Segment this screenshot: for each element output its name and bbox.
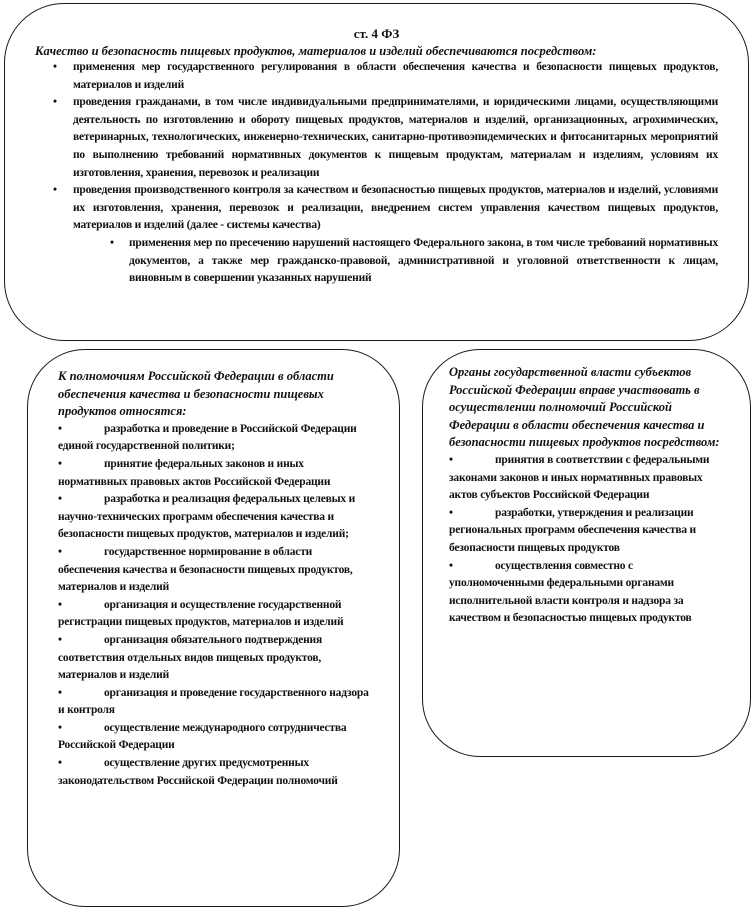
list-item xyxy=(35,182,718,288)
bullet-icon: • xyxy=(58,686,62,699)
regional-powers-heading: Органы государственной власти субъектов Российской Федерации вправе участвовать в осуществлении полномочий Российской Федерации в области обеспечения качества и безопасности пищевых продуктов посредством: xyxy=(449,365,720,450)
list-item xyxy=(35,59,718,94)
list-item xyxy=(58,685,369,720)
list-item xyxy=(449,558,724,628)
list-item-text: организация и проведение государственного надзора и контроля xyxy=(58,686,369,717)
sub-list-item xyxy=(35,235,718,288)
list-item-text: государственное нормирование в области обеспечения качества и безопасности пищевых продуктов, материалов и изделий xyxy=(58,545,353,594)
regional-powers-box xyxy=(422,349,751,757)
bullet-icon: • xyxy=(449,453,453,466)
bullet-icon: • xyxy=(58,757,62,770)
list-item xyxy=(58,421,369,456)
bullet-icon: • xyxy=(58,493,62,506)
list-item-text: разработка и реализация федеральных целевых и научно-технических программ обеспечения качества и безопасности пищевых продуктов, материалов и изделий; xyxy=(58,493,356,541)
sub-measures-list xyxy=(35,235,718,288)
article-heading: Качество и безопасность пищевых продуктов, материалов и изделий обеспечиваются посредством: xyxy=(35,44,597,58)
list-item-text: осуществления совместно с уполномоченными федеральными органами исполнительной власти контроля и надзора за качеством и безопасностью пищевых продуктов xyxy=(449,559,692,625)
list-item-text: разработка и проведение в Российской Федерации единой государственной политики; xyxy=(58,422,357,453)
list-item xyxy=(58,597,369,632)
bullet-icon: • xyxy=(58,598,62,611)
bullet-icon: • xyxy=(58,721,62,734)
list-item xyxy=(58,720,369,755)
measures-list xyxy=(35,59,718,288)
list-item-text: организация и осуществление государственной регистрации пищевых продуктов, материалов и изделий xyxy=(58,598,344,629)
bullet-icon: • xyxy=(58,457,62,470)
list-item-text: осуществление других предусмотренных законодательством Российской Федерации полномочий xyxy=(58,757,338,787)
list-item xyxy=(58,544,369,597)
federal-powers-heading: К полномочиям Российской Федерации в области обеспечения качества и безопасности пищевых продуктов относятся: xyxy=(58,369,334,419)
bullet-icon: • xyxy=(53,61,57,73)
list-item-text: проведения производственного контроля за качеством и безопасностью пищевых продуктов, материалов и изделий, условиями их изготовления, хранения, перевозок и реализации, внедрением систем управления качеством пищевых продуктов, материалов и изделий (далее - системы качества) xyxy=(73,184,718,232)
list-item-text: принятия в соответствии с федеральными законами законов и иных нормативных правовых актов субъектов Российской Федерации xyxy=(449,453,710,502)
bullet-icon: • xyxy=(110,236,114,249)
bullet-icon: • xyxy=(58,633,62,646)
list-item-text: осуществление международного сотрудничества Российской Федерации xyxy=(58,721,347,752)
list-item-text: организация обязательного подтверждения соответствия отдельных видов пищевых продуктов, материалов и изделий xyxy=(58,633,322,682)
bullet-icon: • xyxy=(53,184,57,197)
bullet-icon: • xyxy=(58,545,62,558)
list-item-text: проведения гражданами, в том числе индивидуальными предпринимателями, и юридическими лицами, осуществляющими деятельность по изготовлению и обороту пищевых продуктов, материалов и изделий, организационных, агрохимических, ветеринарных, технологических, инженерно-технических, санитарно-противоэпидемических и фитосанитарных мероприятий по выполнению требований нормативных документов к пищевым продуктам, материалам и изделиям, условиям их изготовления, хранения, перевозок и реализации xyxy=(73,96,718,179)
list-item xyxy=(35,94,718,182)
federal-powers-box xyxy=(27,349,400,907)
bullet-icon: • xyxy=(53,96,57,109)
regional-powers-list xyxy=(449,452,724,628)
federal-powers-list xyxy=(58,421,369,790)
list-item xyxy=(58,632,369,685)
list-item xyxy=(58,456,369,491)
list-item xyxy=(58,491,369,544)
list-item-text: применения мер государственного регулирования в области обеспечения качества и безопасности пищевых продуктов, материалов и изделий xyxy=(73,61,718,91)
list-item xyxy=(449,505,724,558)
bullet-icon: • xyxy=(449,559,453,572)
bullet-icon: • xyxy=(449,506,453,519)
sub-list-item-text: применения мер по пресечению нарушений настоящего Федерального закона, в том числе требований нормативных документов, а также мер гражданско-правовой, административной и уголовной ответственности к лицам, виновным в совершении указанных нарушений xyxy=(129,236,718,285)
list-item-text: принятие федеральных законов и иных нормативных правовых актов Российской Федерации xyxy=(58,457,331,488)
bullet-icon: • xyxy=(58,422,62,435)
article-4-box xyxy=(4,3,749,341)
list-item xyxy=(449,452,724,505)
article-title: ст. 4 ФЗ xyxy=(353,26,400,41)
list-item-text: разработки, утверждения и реализации региональных программ обеспечения качества и безопасности пищевых продуктов xyxy=(449,506,696,554)
list-item xyxy=(58,755,369,790)
